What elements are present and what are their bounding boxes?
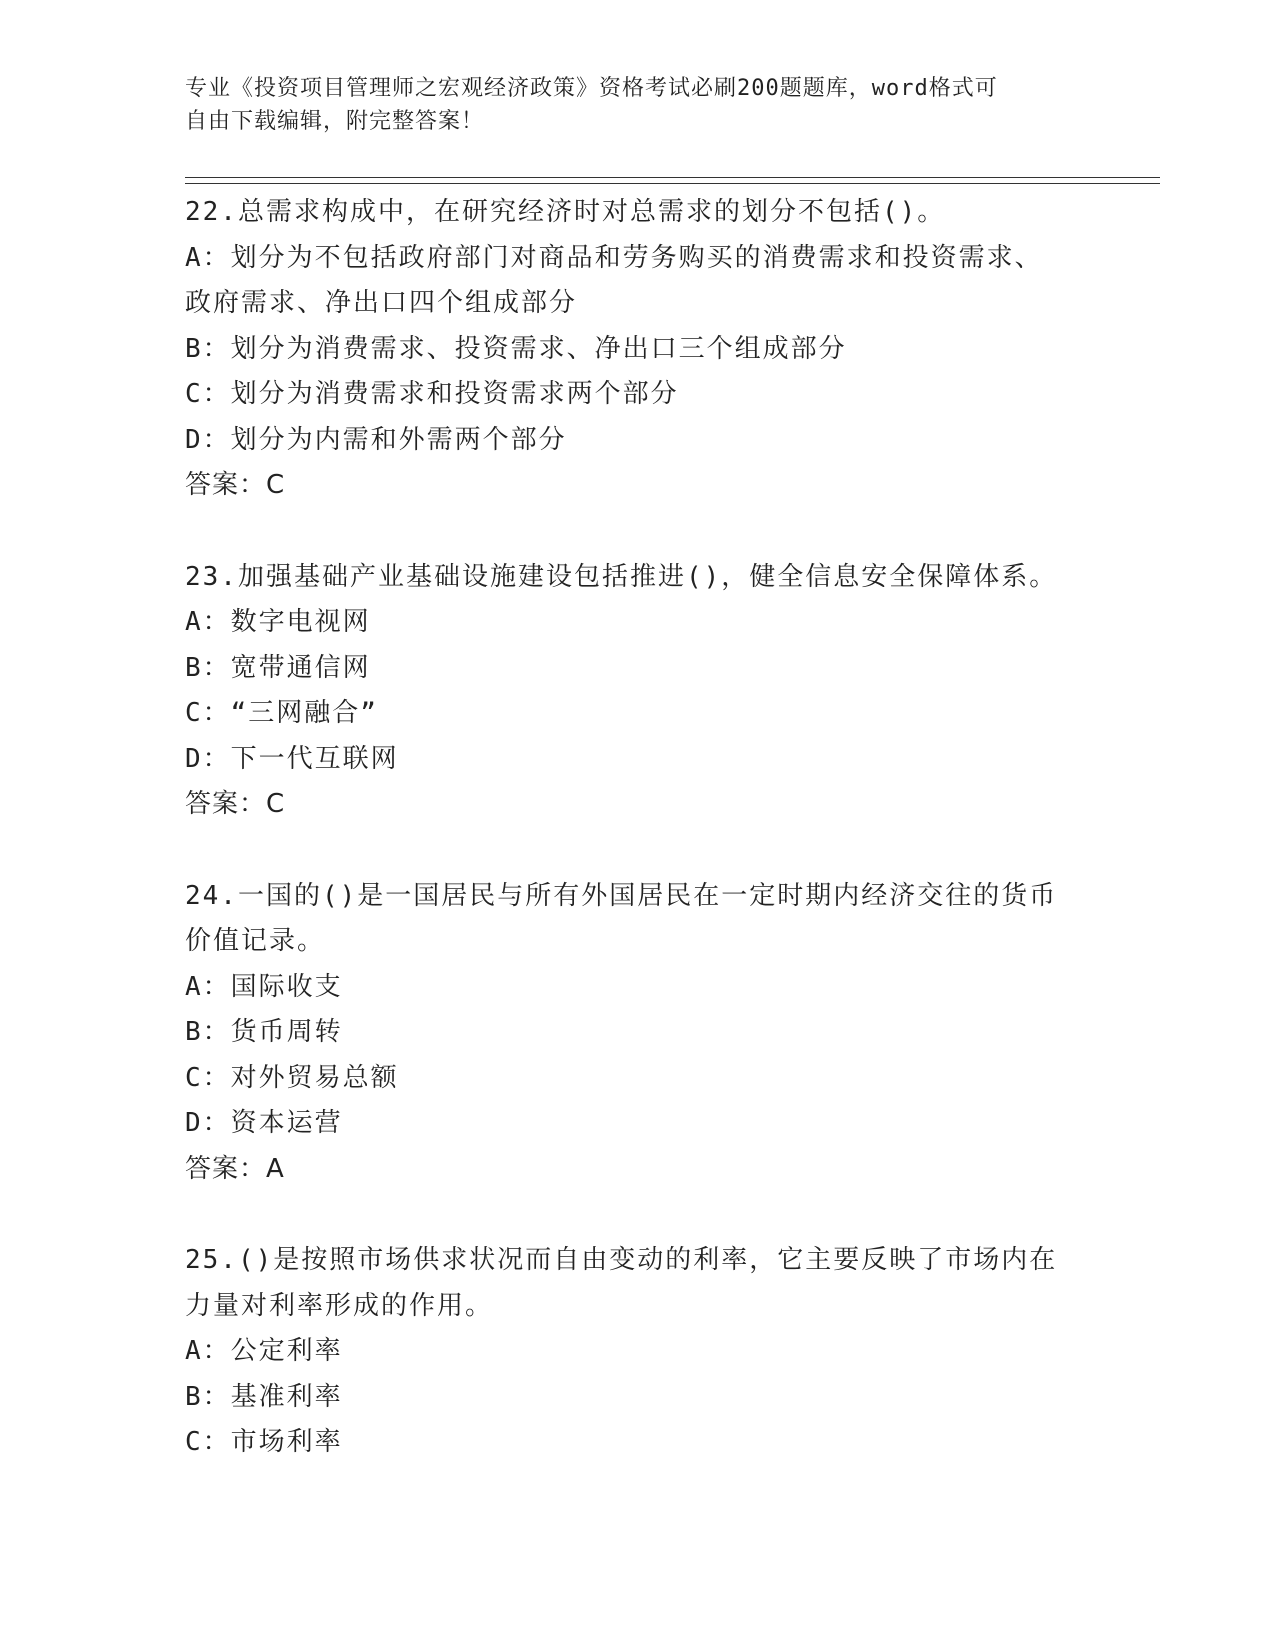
header-divider-bottom xyxy=(185,183,1160,184)
option-a-line-1: A：划分为不包括政府部门对商品和劳务购买的消费需求和投资需求、 xyxy=(185,242,1043,273)
question-text: 22.总需求构成中，在研究经济时对总需求的划分不包括()。 xyxy=(185,197,946,227)
option-a: A：公定利率 xyxy=(185,1336,343,1366)
question-text-line-1: 25.()是按照市场供求状况而自由变动的利率，它主要反映了市场内在 xyxy=(185,1245,1058,1275)
header-title-line-1: 专业《投资项目管理师之宏观经济政策》资格考试必刷200题题库，word格式可 xyxy=(185,76,998,101)
option-a: A：国际收支 xyxy=(185,971,343,1002)
question-list xyxy=(185,190,1075,1512)
option-d: D：划分为内需和外需两个部分 xyxy=(185,424,567,455)
header-title-line-2: 自由下载编辑，附完整答案！ xyxy=(185,109,485,134)
question-text: 23.加强基础产业基础设施建设包括推进()，健全信息安全保障体系。 xyxy=(185,561,1058,592)
option-d: D：资本运营 xyxy=(185,1108,343,1138)
question-24 xyxy=(185,874,1075,1193)
option-a xyxy=(185,236,1075,327)
question-text-line-2: 力量对利率形成的作用。 xyxy=(185,1290,494,1321)
option-c: C：对外贸易总额 xyxy=(185,1062,399,1093)
question-22 xyxy=(185,190,1075,509)
document-header xyxy=(185,72,1085,138)
answer-label: 答案：C xyxy=(185,470,286,500)
option-b: B：宽带通信网 xyxy=(185,652,371,683)
option-a-line-2: 政府需求、净出口四个组成部分 xyxy=(185,288,578,318)
option-c: C：市场利率 xyxy=(185,1427,343,1457)
option-b: B：划分为消费需求、投资需求、净出口三个组成部分 xyxy=(185,333,847,364)
header-divider-top xyxy=(185,177,1160,178)
question-23 xyxy=(185,555,1075,828)
option-a: A：数字电视网 xyxy=(185,607,371,637)
question-text-line-1: 24.一国的()是一国居民与所有外国居民在一定时期内经济交往的货币 xyxy=(185,880,1058,911)
question-25 xyxy=(185,1238,1075,1466)
question-text-line-2: 价值记录。 xyxy=(185,926,326,956)
option-c: C：“三网融合” xyxy=(185,698,378,728)
option-b: B：货币周转 xyxy=(185,1017,343,1047)
option-d: D：下一代互联网 xyxy=(185,743,399,774)
option-c: C：划分为消费需求和投资需求两个部分 xyxy=(185,379,679,409)
option-b: B：基准利率 xyxy=(185,1381,343,1412)
answer-label: 答案：A xyxy=(185,1153,285,1184)
answer-label: 答案：C xyxy=(185,789,286,819)
